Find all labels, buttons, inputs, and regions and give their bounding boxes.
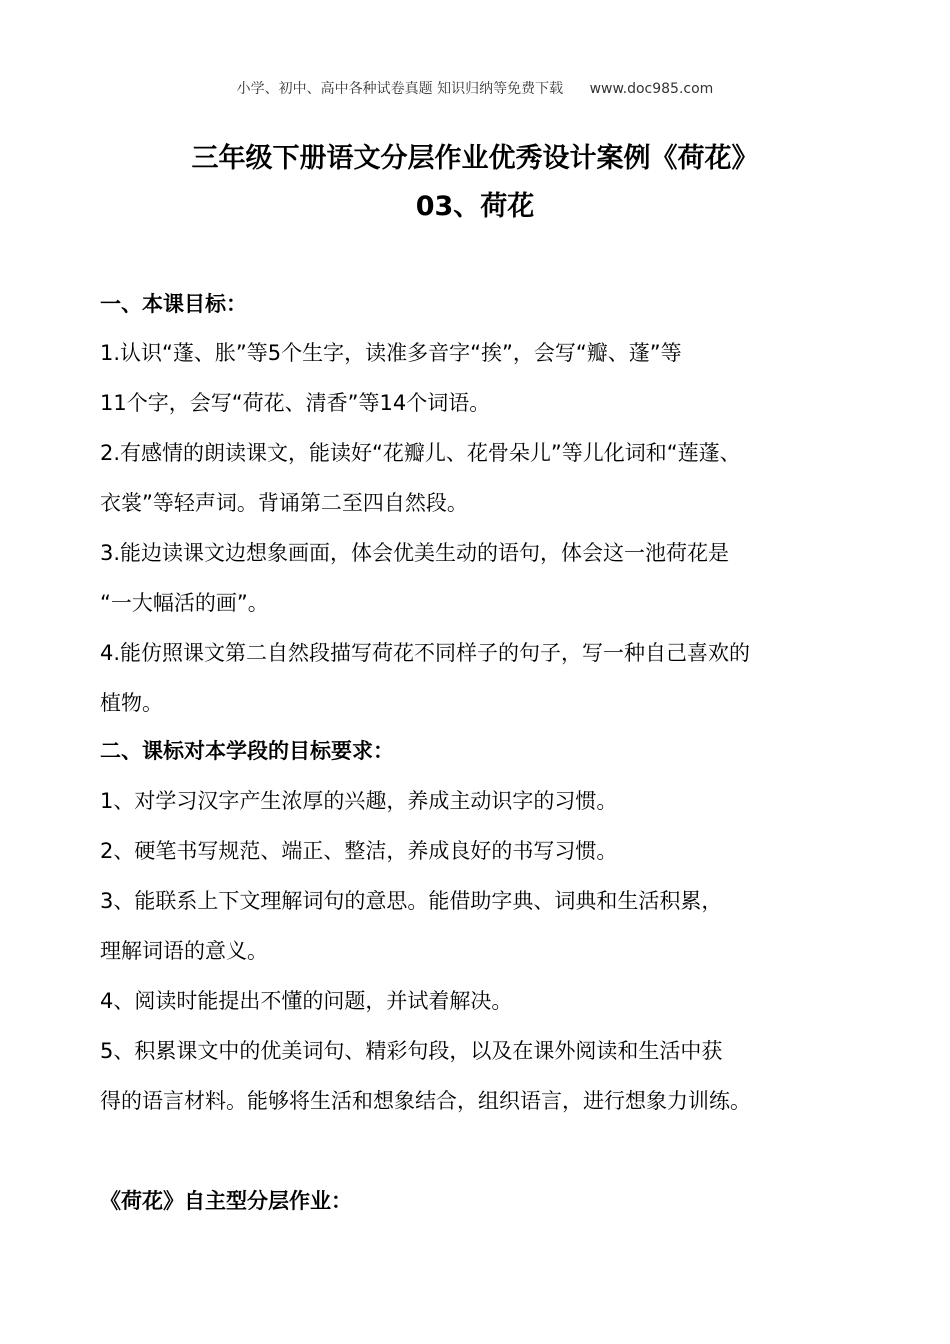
- header-text: 小学、初中、高中各种试卷真题 知识归纳等免费下载: [236, 81, 564, 97]
- standard-line: 2、硬笔书写规范、端正、整洁，养成良好的书写习惯。: [100, 839, 618, 863]
- section-heading-homework: 《荷花》自主型分层作业：: [100, 1189, 352, 1213]
- section-heading-standards: 二、课标对本学段的目标要求：: [100, 739, 394, 763]
- goal-line: 3.能边读课文边想象画面，体会优美生动的语句，体会这一池荷花是: [100, 541, 730, 565]
- goal-line: 4.能仿照课文第二自然段描写荷花不同样子的句子，写一种自己喜欢的: [100, 641, 751, 665]
- goal-line: 2.有感情的朗读课文，能读好“花瓣儿、花骨朵儿”等儿化词和“莲蓬、: [100, 441, 741, 465]
- page-header: [0, 78, 950, 98]
- goal-line: 1.认识“蓬、胀”等5个生字，读准多音字“挨”，会写“瓣、蓬”等: [100, 341, 682, 365]
- goal-line: “一大幅活的画”。: [100, 591, 269, 615]
- document-subtitle: 03、荷花: [415, 191, 535, 222]
- goal-line: 衣裳”等轻声词。背诵第二至四自然段。: [100, 491, 468, 515]
- standard-line: 理解词语的意义。: [100, 939, 268, 963]
- standard-line: 4、阅读时能提出不懂的问题，并试着解决。: [100, 989, 513, 1013]
- goal-line: 植物。: [100, 691, 163, 715]
- standard-line: 得的语言材料。能够将生活和想象结合，组织语言，进行想象力训练。: [100, 1089, 751, 1113]
- standard-line: 1、对学习汉字产生浓厚的兴趣，养成主动识字的习惯。: [100, 789, 618, 813]
- standard-line: 3、能联系上下文理解词句的意思。能借助字典、词典和生活积累，: [100, 889, 723, 913]
- section-heading-goals: 一、本课目标：: [100, 292, 247, 316]
- standard-line: 5、积累课文中的优美词句、精彩句段，以及在课外阅读和生活中获: [100, 1039, 723, 1063]
- goal-line: 11个字，会写“荷花、清香”等14个词语。: [100, 391, 491, 415]
- header-site-link[interactable]: www.doc985.com: [589, 81, 714, 97]
- document-title: 三年级下册语文分层作业优秀设计案例《荷花》: [191, 143, 759, 174]
